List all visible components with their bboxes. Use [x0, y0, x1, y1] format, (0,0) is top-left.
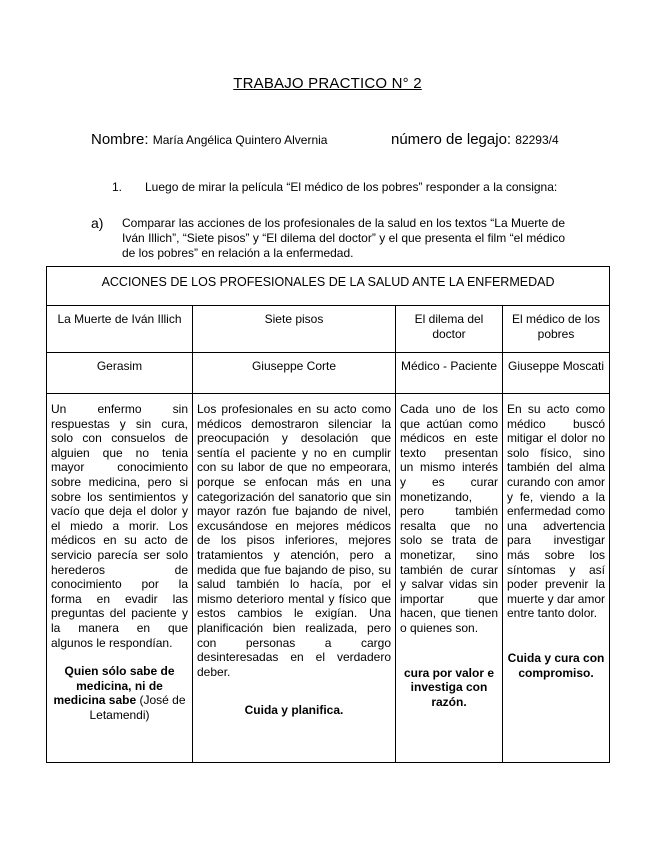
cell-conclusion [51, 664, 188, 722]
cell-text: Los profesionales en su acto como médicos demostraron silenciar la preocupación y desolación que sentía el paciente y no en cumplir con su labor de que no empeorara, porque se enfocan más en una categorización del sanatorio que sin mayor razón fue bajando de nivel, excusándose en mejores médicos de los pisos inferiores, mejores tratamientos y atención, pero a medida que fue bajando de piso, su salud también lo hacía, por el mismo deterioro mental y físico que estos cambios le exigían. Una planificación bien realizada, pero con personas a cargo desinteresadas en el verdadero deber. [197, 402, 391, 679]
instruction-item-1 [112, 179, 565, 195]
cell-text: Cada uno de los que actúan como médicos en este texto presentan un mismo interés y es curar monetizando, pero también resalta que no solo se trata de monetizar, sino también de curar y salvar vidas sin importar que hacen, que tienen o quienes son. [400, 402, 498, 635]
column-title: Siete pisos [193, 306, 396, 353]
table-header: ACCIONES DE LOS PROFESIONALES DE LA SALUD ANTE LA ENFERMEDAD [47, 267, 610, 306]
column-title: El dilema del doctor [396, 306, 503, 353]
item-letter: a) [91, 215, 104, 231]
table-cell [47, 394, 193, 763]
cell-conclusion: Cuida y cura con compromiso. [507, 650, 605, 680]
table-header-row [47, 267, 610, 306]
column-title: El médico de los pobres [503, 306, 610, 353]
cell-text: Un enfermo sin respuestas y sin cura, solo con consuelos de alguien que no tenia mayor conocimiento sobre medicina, pero si sobre los sentimientos y vacío que deja el dolor y el miedo a morir. Los médicos en su acto de servicio parecía ser solo herederos de conocimiento por la forma en evadir las preguntas del paciente y la manera en que algunos le respondían. [51, 402, 188, 650]
name-value: María Angélica Quintero Alvernia [152, 133, 328, 147]
item-text: Luego de mirar la película “El médico de los pobres” responder a la consigna: [145, 180, 558, 194]
instruction-item-a [91, 216, 565, 261]
person-name: Médico - Paciente [396, 353, 503, 394]
person-row [47, 353, 610, 394]
person-name: Giuseppe Moscati [503, 353, 610, 394]
item-text: Comparar las acciones de los profesionales de la salud en los textos “La Muerte de Iván Illich”, “Siete pisos” y “El dilema del doctor” y el que presenta el film “el médico de los pobres” en relación a la enfermedad. [122, 216, 565, 260]
column-title: La Muerte de Iván Illich [47, 306, 193, 353]
body-row [47, 394, 610, 763]
legajo-value: 82293/4 [515, 133, 559, 147]
table-cell [193, 394, 396, 763]
page-title: TRABAJO PRACTICO N° 2 [233, 75, 422, 92]
conclusion-citation: (José de Letamendi) [89, 693, 186, 722]
person-name: Giuseppe Corte [193, 353, 396, 394]
student-legajo [391, 131, 559, 148]
legajo-label: número de legajo: [391, 131, 512, 148]
cell-conclusion: cura por valor e investiga con razón. [403, 665, 495, 709]
cell-conclusion: Cuida y planifica. [244, 703, 344, 718]
student-name [91, 131, 327, 148]
table-cell [503, 394, 610, 763]
item-number: 1. [112, 180, 123, 194]
comparison-table [46, 266, 610, 763]
column-title-row [47, 306, 610, 353]
cell-text: En su acto como médico buscó mitigar el dolor no solo físico, sino también del alma curando con amor y fe, viendo a la enfermedad como una advertencia para investigar más sobre los síntomas y así poder prevenir la muerte y dar amor entre tanto dolor. [507, 402, 606, 621]
table-cell [396, 394, 503, 763]
person-name: Gerasim [47, 353, 193, 394]
name-label: Nombre: [91, 131, 149, 148]
conclusion-bold: Quien sólo sabe de medicina, ni de medicina sabe [53, 664, 175, 708]
